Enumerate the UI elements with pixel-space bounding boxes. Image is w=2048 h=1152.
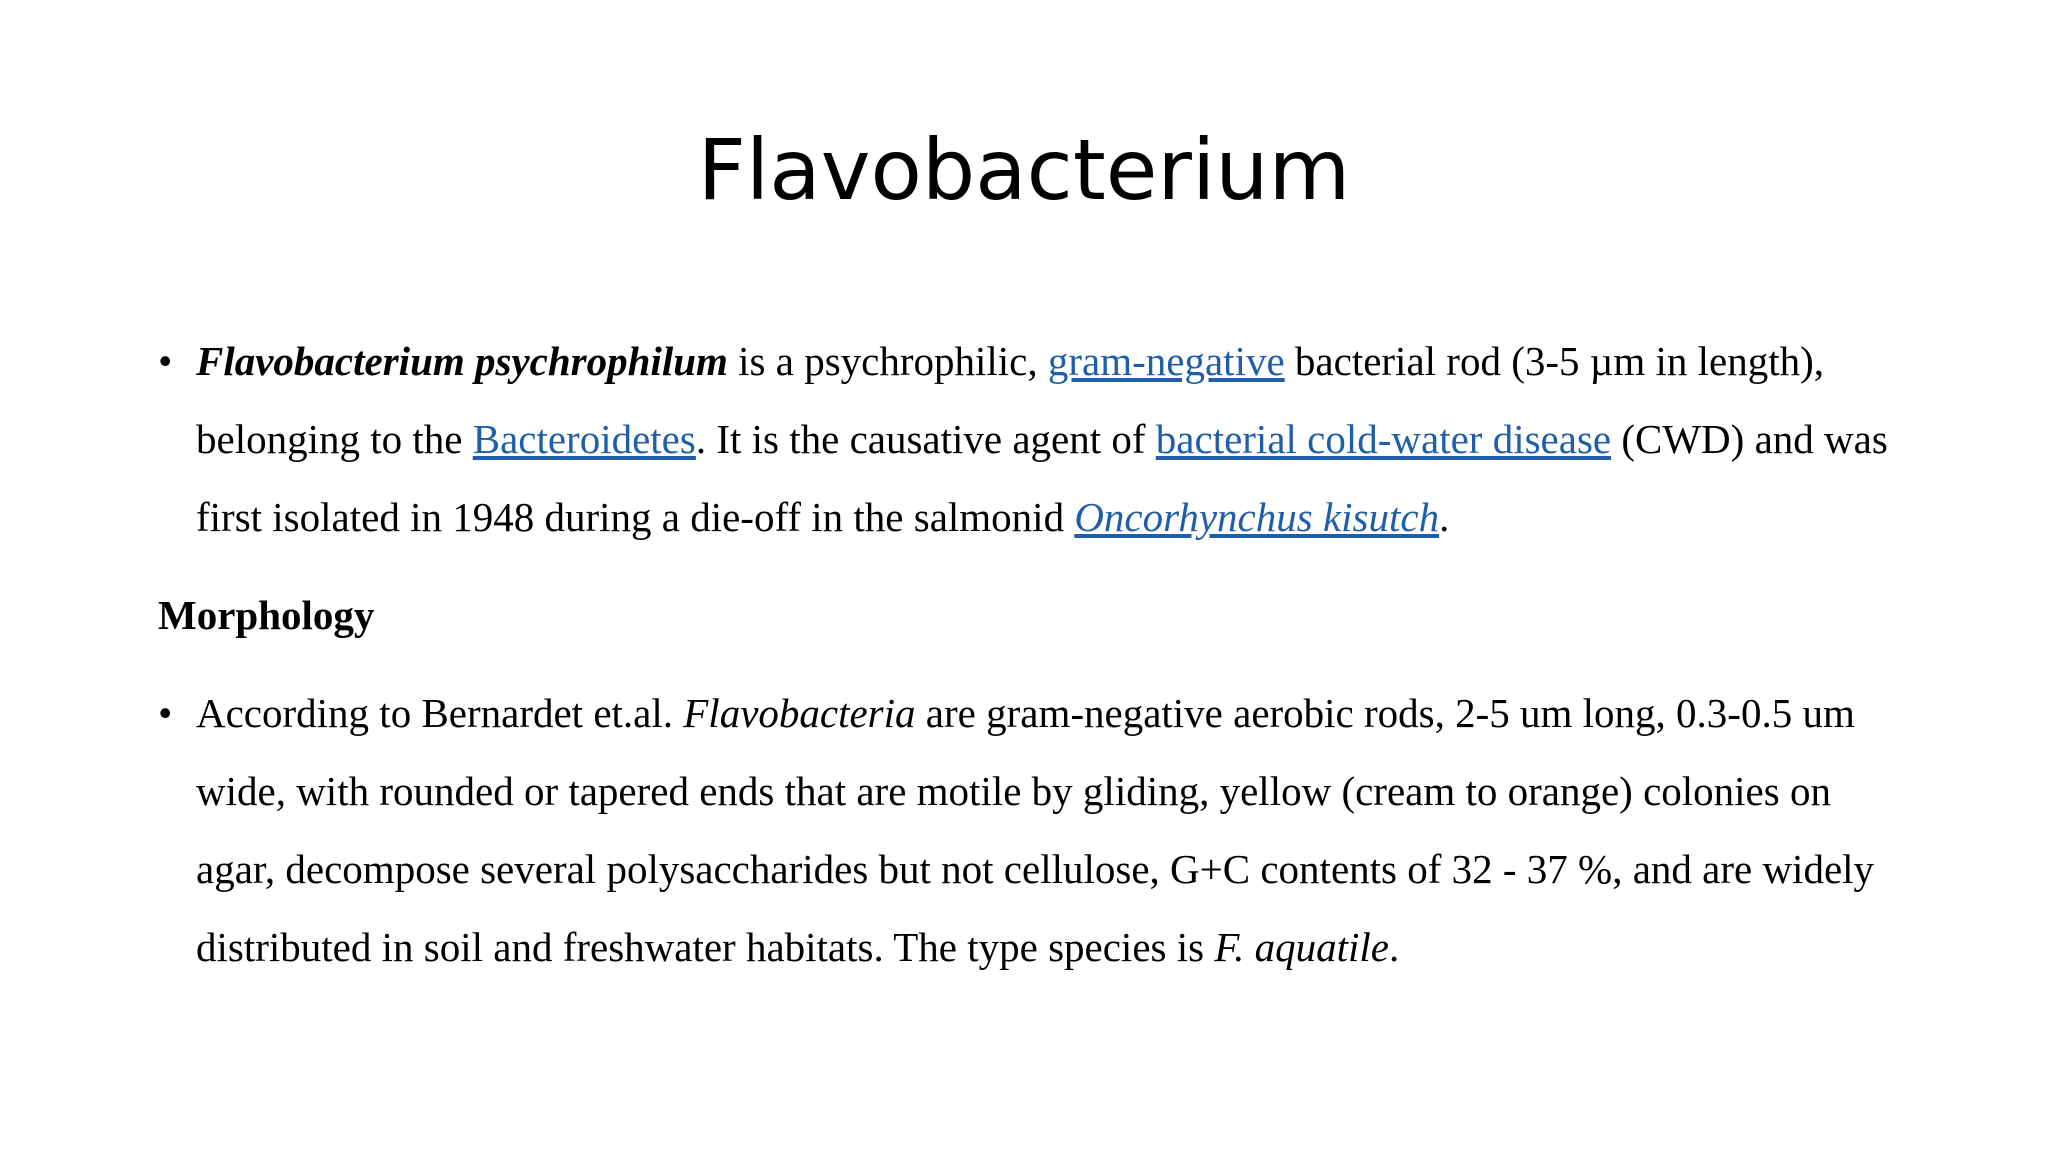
text-run: . [1439,494,1450,540]
bullet-morphology [158,674,1918,986]
text-run: . [1388,924,1400,970]
link-bacteroidetes[interactable]: Bacteroidetes [472,416,696,462]
bullet-marker: • [158,338,173,384]
text-run: bacterial rod (3-5 µm in length), belonging to the [196,338,1825,462]
slide-content [158,322,1918,986]
bullet-intro [158,322,1918,556]
species-name: Flavobacterium psychrophilum [196,338,728,384]
text-run: are gram-negative aerobic rods, 2-5 um long, 0.3-0.5 um wide, with rounded or tapered ends that are motile by gliding, yellow (cream to orange) colonies on agar, decompose several polysaccharides but not cellulose, G+C contents of 32 - 37 %, and are widely distributed in soil and freshwater habitats. The type species is [196,690,1875,970]
text-run: (CWD) and was first isolated in 1948 during a die-off in the salmonid [196,416,1888,540]
genus-name: Flavobacteria [683,690,916,736]
bullet-marker: • [158,690,173,736]
link-gram-negative[interactable]: gram-negative [1047,338,1285,384]
link-bacterial-cold-water-disease[interactable]: bacterial cold-water disease [1155,416,1612,462]
heading-morphology: Morphology [158,592,375,638]
text-run: According to Bernardet et.al. [196,690,684,736]
slide-title: Flavobacterium [697,121,1351,219]
type-species-name: F. aquatile [1214,924,1389,970]
text-run: . It is the causative agent of [695,416,1156,462]
text-run: is a psychrophilic, [727,338,1048,384]
link-oncorhynchus-kisutch[interactable]: Oncorhynchus kisutch [1074,494,1440,540]
